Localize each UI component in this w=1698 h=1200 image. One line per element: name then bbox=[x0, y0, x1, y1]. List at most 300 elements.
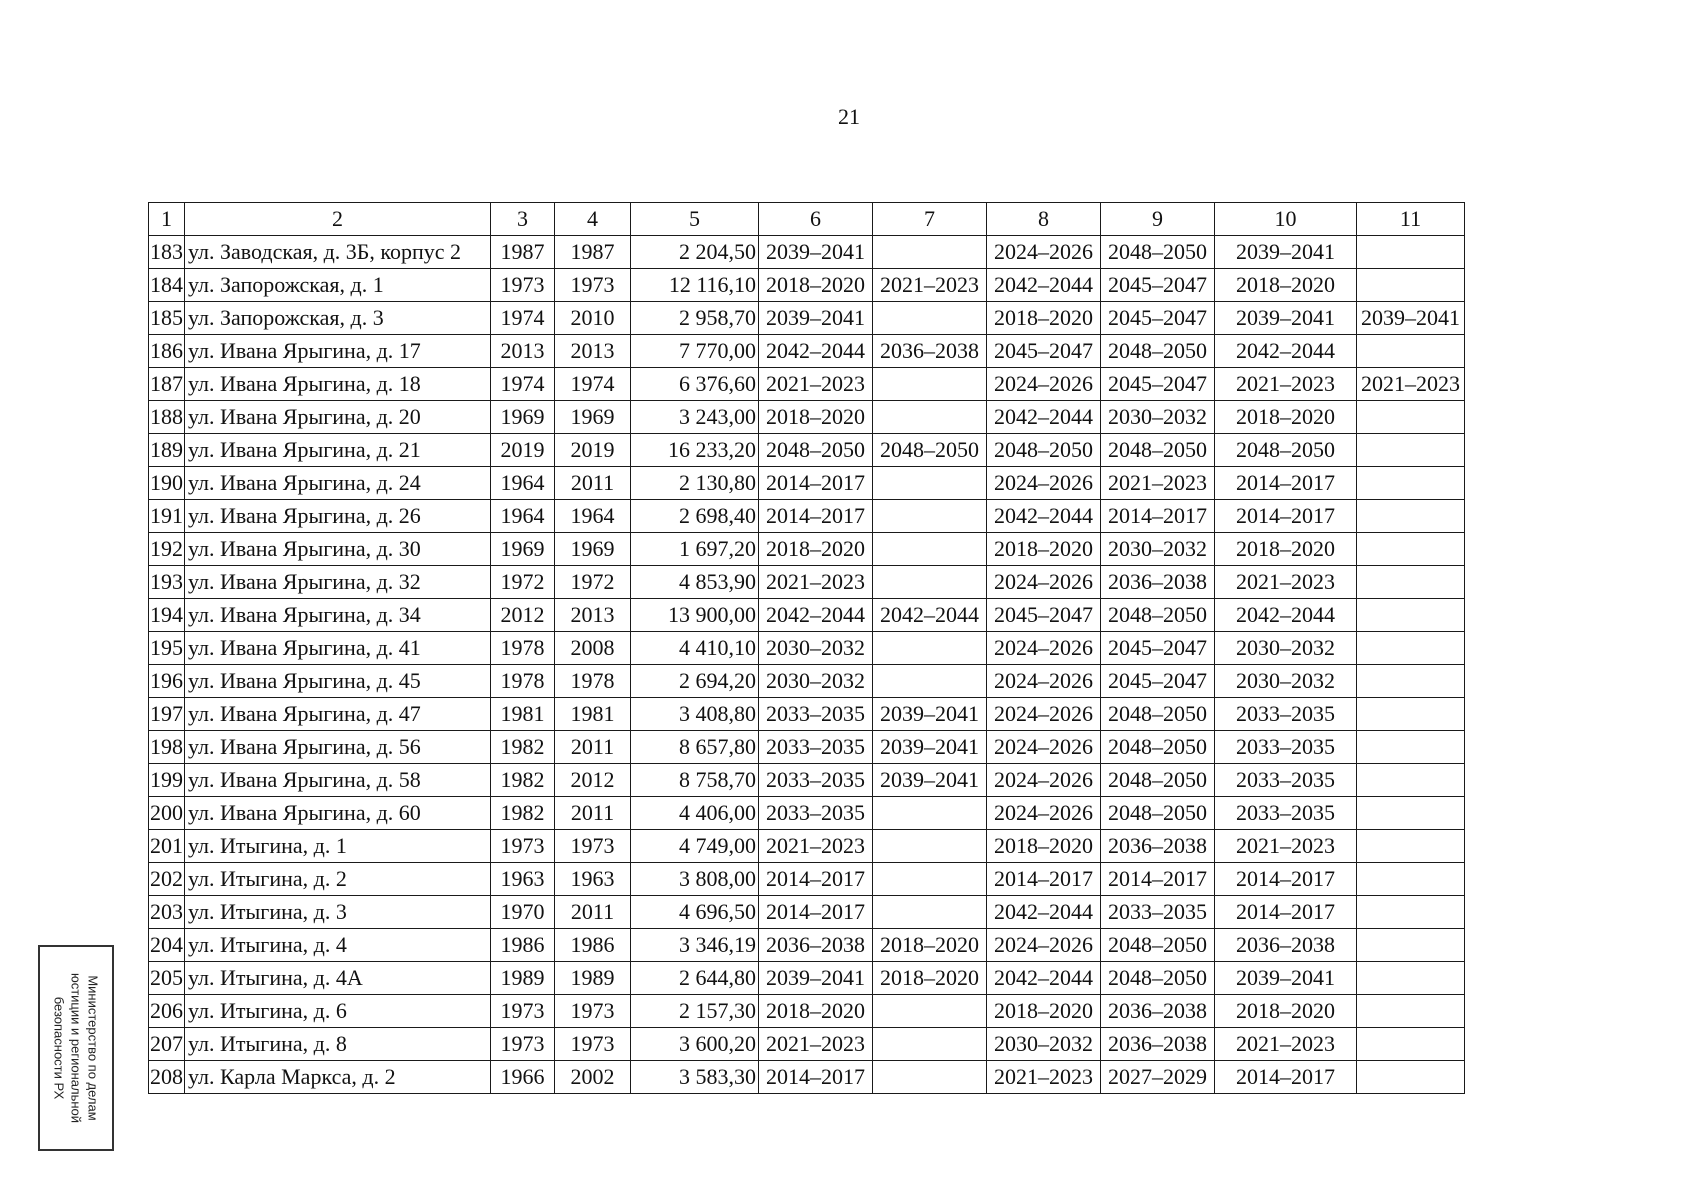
column-header-1: 1 bbox=[149, 203, 185, 236]
table-cell-col-5: 3 808,00 bbox=[631, 863, 759, 896]
table-cell-col-9: 2030–2032 bbox=[1101, 533, 1215, 566]
table-cell-col-11 bbox=[1357, 731, 1465, 764]
table-cell-col-1: 203 bbox=[149, 896, 185, 929]
table-cell-col-8: 2024–2026 bbox=[987, 731, 1101, 764]
table-cell-col-8: 2024–2026 bbox=[987, 929, 1101, 962]
table-cell-col-3: 1972 bbox=[491, 566, 555, 599]
table-cell-col-7: 2018–2020 bbox=[873, 929, 987, 962]
table-cell-col-9: 2048–2050 bbox=[1101, 731, 1215, 764]
table-cell-col-11 bbox=[1357, 599, 1465, 632]
table-cell-col-5: 8 758,70 bbox=[631, 764, 759, 797]
table-cell-col-10: 2033–2035 bbox=[1215, 764, 1357, 797]
table-cell-col-9: 2048–2050 bbox=[1101, 698, 1215, 731]
table-cell-col-7 bbox=[873, 368, 987, 401]
table-cell-col-3: 1974 bbox=[491, 302, 555, 335]
table-cell-col-4: 2013 bbox=[555, 599, 631, 632]
table-cell-col-8: 2024–2026 bbox=[987, 566, 1101, 599]
table-cell-col-4: 1964 bbox=[555, 500, 631, 533]
table-cell-col-2: ул. Запорожская, д. 3 bbox=[185, 302, 491, 335]
table-cell-col-6: 2014–2017 bbox=[759, 896, 873, 929]
table-cell-col-5: 4 410,10 bbox=[631, 632, 759, 665]
table-cell-col-4: 1987 bbox=[555, 236, 631, 269]
table-cell-col-8: 2024–2026 bbox=[987, 236, 1101, 269]
table-cell-col-2: ул. Ивана Ярыгина, д. 30 bbox=[185, 533, 491, 566]
table-cell-col-10: 2039–2041 bbox=[1215, 302, 1357, 335]
stamp-line-3: безопасности РХ bbox=[51, 996, 67, 1100]
table-cell-col-7 bbox=[873, 401, 987, 434]
data-table-container bbox=[148, 202, 1465, 1094]
table-cell-col-10: 2030–2032 bbox=[1215, 665, 1357, 698]
table-cell-col-11 bbox=[1357, 467, 1465, 500]
table-cell-col-2: ул. Итыгина, д. 8 bbox=[185, 1028, 491, 1061]
table-cell-col-1: 189 bbox=[149, 434, 185, 467]
table-cell-col-5: 6 376,60 bbox=[631, 368, 759, 401]
table-cell-col-2: ул. Итыгина, д. 6 bbox=[185, 995, 491, 1028]
table-cell-col-3: 1969 bbox=[491, 401, 555, 434]
table-cell-col-6: 2033–2035 bbox=[759, 731, 873, 764]
table-cell-col-8: 2018–2020 bbox=[987, 995, 1101, 1028]
table-cell-col-7 bbox=[873, 665, 987, 698]
table-cell-col-4: 2011 bbox=[555, 467, 631, 500]
table-cell-col-1: 197 bbox=[149, 698, 185, 731]
table-cell-col-8: 2021–2023 bbox=[987, 1061, 1101, 1094]
table-cell-col-1: 204 bbox=[149, 929, 185, 962]
table-cell-col-10: 2048–2050 bbox=[1215, 434, 1357, 467]
table-cell-col-6: 2021–2023 bbox=[759, 566, 873, 599]
table-cell-col-8: 2042–2044 bbox=[987, 401, 1101, 434]
table-cell-col-6: 2014–2017 bbox=[759, 467, 873, 500]
table-cell-col-5: 2 204,50 bbox=[631, 236, 759, 269]
table-cell-col-11 bbox=[1357, 269, 1465, 302]
table-cell-col-6: 2014–2017 bbox=[759, 500, 873, 533]
table-cell-col-8: 2024–2026 bbox=[987, 665, 1101, 698]
table-cell-col-1: 207 bbox=[149, 1028, 185, 1061]
table-cell-col-5: 2 698,40 bbox=[631, 500, 759, 533]
table-cell-col-8: 2042–2044 bbox=[987, 896, 1101, 929]
column-header-5: 5 bbox=[631, 203, 759, 236]
table-cell-col-6: 2039–2041 bbox=[759, 236, 873, 269]
table-cell-col-7 bbox=[873, 236, 987, 269]
table-cell-col-7 bbox=[873, 302, 987, 335]
table-cell-col-7 bbox=[873, 863, 987, 896]
table-row bbox=[149, 698, 1465, 731]
table-cell-col-5: 2 958,70 bbox=[631, 302, 759, 335]
table-cell-col-5: 3 346,19 bbox=[631, 929, 759, 962]
table-cell-col-6: 2042–2044 bbox=[759, 599, 873, 632]
table-row bbox=[149, 995, 1465, 1028]
column-header-7: 7 bbox=[873, 203, 987, 236]
table-cell-col-2: ул. Ивана Ярыгина, д. 21 bbox=[185, 434, 491, 467]
table-cell-col-9: 2048–2050 bbox=[1101, 764, 1215, 797]
table-cell-col-10: 2018–2020 bbox=[1215, 401, 1357, 434]
table-cell-col-2: ул. Карла Маркса, д. 2 bbox=[185, 1061, 491, 1094]
table-cell-col-9: 2048–2050 bbox=[1101, 335, 1215, 368]
table-cell-col-3: 1970 bbox=[491, 896, 555, 929]
table-cell-col-11 bbox=[1357, 335, 1465, 368]
table-row bbox=[149, 533, 1465, 566]
table-cell-col-6: 2014–2017 bbox=[759, 863, 873, 896]
table-cell-col-1: 194 bbox=[149, 599, 185, 632]
table-cell-col-10: 2039–2041 bbox=[1215, 236, 1357, 269]
table-cell-col-3: 1973 bbox=[491, 830, 555, 863]
table-cell-col-1: 184 bbox=[149, 269, 185, 302]
table-cell-col-11 bbox=[1357, 929, 1465, 962]
table-cell-col-10: 2014–2017 bbox=[1215, 896, 1357, 929]
table-cell-col-11 bbox=[1357, 632, 1465, 665]
table-cell-col-7: 2039–2041 bbox=[873, 731, 987, 764]
table-cell-col-4: 1969 bbox=[555, 401, 631, 434]
table-cell-col-3: 1978 bbox=[491, 632, 555, 665]
table-cell-col-11 bbox=[1357, 500, 1465, 533]
table-cell-col-4: 2002 bbox=[555, 1061, 631, 1094]
table-cell-col-2: ул. Ивана Ярыгина, д. 60 bbox=[185, 797, 491, 830]
table-row bbox=[149, 467, 1465, 500]
table-cell-col-2: ул. Итыгина, д. 1 bbox=[185, 830, 491, 863]
table-cell-col-10: 2018–2020 bbox=[1215, 995, 1357, 1028]
table-cell-col-11 bbox=[1357, 896, 1465, 929]
data-table bbox=[148, 202, 1465, 1094]
table-cell-col-7 bbox=[873, 632, 987, 665]
table-cell-col-11 bbox=[1357, 863, 1465, 896]
table-cell-col-5: 4 853,90 bbox=[631, 566, 759, 599]
table-cell-col-4: 1963 bbox=[555, 863, 631, 896]
table-body bbox=[149, 236, 1465, 1094]
table-cell-col-9: 2036–2038 bbox=[1101, 566, 1215, 599]
table-cell-col-8: 2048–2050 bbox=[987, 434, 1101, 467]
table-cell-col-5: 2 130,80 bbox=[631, 467, 759, 500]
table-cell-col-7 bbox=[873, 995, 987, 1028]
table-cell-col-4: 1986 bbox=[555, 929, 631, 962]
table-row bbox=[149, 863, 1465, 896]
table-cell-col-6: 2030–2032 bbox=[759, 632, 873, 665]
table-cell-col-3: 1973 bbox=[491, 995, 555, 1028]
table-row bbox=[149, 1061, 1465, 1094]
table-cell-col-2: ул. Ивана Ярыгина, д. 47 bbox=[185, 698, 491, 731]
table-cell-col-9: 2048–2050 bbox=[1101, 962, 1215, 995]
table-cell-col-1: 205 bbox=[149, 962, 185, 995]
table-cell-col-7: 2042–2044 bbox=[873, 599, 987, 632]
table-cell-col-1: 190 bbox=[149, 467, 185, 500]
table-cell-col-3: 2019 bbox=[491, 434, 555, 467]
table-cell-col-8: 2045–2047 bbox=[987, 599, 1101, 632]
table-cell-col-3: 1969 bbox=[491, 533, 555, 566]
table-row bbox=[149, 566, 1465, 599]
table-cell-col-10: 2021–2023 bbox=[1215, 368, 1357, 401]
table-cell-col-11 bbox=[1357, 566, 1465, 599]
table-cell-col-1: 195 bbox=[149, 632, 185, 665]
table-cell-col-1: 199 bbox=[149, 764, 185, 797]
table-cell-col-3: 1986 bbox=[491, 929, 555, 962]
table-cell-col-6: 2036–2038 bbox=[759, 929, 873, 962]
table-cell-col-4: 1989 bbox=[555, 962, 631, 995]
table-cell-col-6: 2030–2032 bbox=[759, 665, 873, 698]
table-cell-col-9: 2045–2047 bbox=[1101, 302, 1215, 335]
table-cell-col-3: 1982 bbox=[491, 764, 555, 797]
table-cell-col-6: 2021–2023 bbox=[759, 1028, 873, 1061]
table-cell-col-8: 2045–2047 bbox=[987, 335, 1101, 368]
table-cell-col-3: 1973 bbox=[491, 269, 555, 302]
table-cell-col-11 bbox=[1357, 698, 1465, 731]
table-cell-col-11 bbox=[1357, 434, 1465, 467]
table-row bbox=[149, 665, 1465, 698]
table-cell-col-11: 2039–2041 bbox=[1357, 302, 1465, 335]
table-cell-col-9: 2036–2038 bbox=[1101, 995, 1215, 1028]
table-cell-col-10: 2014–2017 bbox=[1215, 500, 1357, 533]
table-cell-col-11 bbox=[1357, 962, 1465, 995]
table-cell-col-6: 2039–2041 bbox=[759, 302, 873, 335]
table-cell-col-9: 2045–2047 bbox=[1101, 632, 1215, 665]
table-row bbox=[149, 632, 1465, 665]
table-cell-col-9: 2048–2050 bbox=[1101, 599, 1215, 632]
table-cell-col-5: 12 116,10 bbox=[631, 269, 759, 302]
table-cell-col-3: 1966 bbox=[491, 1061, 555, 1094]
table-cell-col-5: 2 644,80 bbox=[631, 962, 759, 995]
table-cell-col-5: 8 657,80 bbox=[631, 731, 759, 764]
table-cell-col-5: 3 243,00 bbox=[631, 401, 759, 434]
page-number: 21 bbox=[838, 104, 860, 129]
table-cell-col-4: 1973 bbox=[555, 830, 631, 863]
table-cell-col-3: 1964 bbox=[491, 467, 555, 500]
table-cell-col-3: 1981 bbox=[491, 698, 555, 731]
table-cell-col-3: 1963 bbox=[491, 863, 555, 896]
table-cell-col-1: 198 bbox=[149, 731, 185, 764]
table-cell-col-6: 2014–2017 bbox=[759, 1061, 873, 1094]
table-cell-col-10: 2018–2020 bbox=[1215, 533, 1357, 566]
table-cell-col-9: 2030–2032 bbox=[1101, 401, 1215, 434]
table-cell-col-8: 2024–2026 bbox=[987, 797, 1101, 830]
table-cell-col-8: 2024–2026 bbox=[987, 632, 1101, 665]
table-cell-col-10: 2042–2044 bbox=[1215, 335, 1357, 368]
table-row bbox=[149, 764, 1465, 797]
table-cell-col-7 bbox=[873, 896, 987, 929]
table-cell-col-10: 2033–2035 bbox=[1215, 698, 1357, 731]
table-row bbox=[149, 1028, 1465, 1061]
column-header-3: 3 bbox=[491, 203, 555, 236]
table-row bbox=[149, 830, 1465, 863]
table-header-row bbox=[149, 203, 1465, 236]
stamp-line-1: Министерство по делам bbox=[85, 975, 101, 1121]
table-cell-col-4: 2011 bbox=[555, 896, 631, 929]
table-cell-col-6: 2033–2035 bbox=[759, 698, 873, 731]
table-cell-col-9: 2036–2038 bbox=[1101, 1028, 1215, 1061]
table-cell-col-10: 2033–2035 bbox=[1215, 797, 1357, 830]
table-cell-col-2: ул. Ивана Ярыгина, д. 24 bbox=[185, 467, 491, 500]
table-cell-col-3: 1974 bbox=[491, 368, 555, 401]
table-cell-col-1: 191 bbox=[149, 500, 185, 533]
table-cell-col-4: 2008 bbox=[555, 632, 631, 665]
column-header-6: 6 bbox=[759, 203, 873, 236]
table-row bbox=[149, 236, 1465, 269]
table-row bbox=[149, 368, 1465, 401]
table-cell-col-2: ул. Итыгина, д. 2 bbox=[185, 863, 491, 896]
table-cell-col-9: 2021–2023 bbox=[1101, 467, 1215, 500]
table-cell-col-5: 4 406,00 bbox=[631, 797, 759, 830]
table-cell-col-6: 2018–2020 bbox=[759, 269, 873, 302]
table-cell-col-1: 208 bbox=[149, 1061, 185, 1094]
table-cell-col-7 bbox=[873, 1028, 987, 1061]
table-cell-col-2: ул. Запорожская, д. 1 bbox=[185, 269, 491, 302]
table-row bbox=[149, 500, 1465, 533]
table-cell-col-9: 2045–2047 bbox=[1101, 368, 1215, 401]
column-header-4: 4 bbox=[555, 203, 631, 236]
table-cell-col-8: 2018–2020 bbox=[987, 830, 1101, 863]
table-cell-col-6: 2021–2023 bbox=[759, 368, 873, 401]
table-cell-col-3: 1989 bbox=[491, 962, 555, 995]
table-row bbox=[149, 797, 1465, 830]
table-cell-col-4: 2012 bbox=[555, 764, 631, 797]
table-cell-col-7: 2018–2020 bbox=[873, 962, 987, 995]
table-cell-col-9: 2014–2017 bbox=[1101, 500, 1215, 533]
table-cell-col-5: 16 233,20 bbox=[631, 434, 759, 467]
stamp-line-2: юстиции и региональной bbox=[68, 972, 84, 1124]
table-cell-col-9: 2048–2050 bbox=[1101, 929, 1215, 962]
table-cell-col-10: 2021–2023 bbox=[1215, 1028, 1357, 1061]
table-cell-col-11 bbox=[1357, 1061, 1465, 1094]
table-cell-col-4: 2013 bbox=[555, 335, 631, 368]
table-cell-col-6: 2018–2020 bbox=[759, 995, 873, 1028]
table-cell-col-9: 2014–2017 bbox=[1101, 863, 1215, 896]
table-cell-col-5: 13 900,00 bbox=[631, 599, 759, 632]
table-cell-col-1: 201 bbox=[149, 830, 185, 863]
table-cell-col-11 bbox=[1357, 830, 1465, 863]
table-cell-col-3: 1987 bbox=[491, 236, 555, 269]
table-cell-col-2: ул. Ивана Ярыгина, д. 18 bbox=[185, 368, 491, 401]
table-cell-col-10: 2021–2023 bbox=[1215, 830, 1357, 863]
column-header-2: 2 bbox=[185, 203, 491, 236]
table-cell-col-6: 2033–2035 bbox=[759, 764, 873, 797]
table-cell-col-4: 2019 bbox=[555, 434, 631, 467]
table-cell-col-5: 3 408,80 bbox=[631, 698, 759, 731]
table-cell-col-10: 2030–2032 bbox=[1215, 632, 1357, 665]
table-row bbox=[149, 434, 1465, 467]
table-cell-col-1: 185 bbox=[149, 302, 185, 335]
table-cell-col-11 bbox=[1357, 797, 1465, 830]
stamp-text bbox=[51, 950, 102, 1146]
table-cell-col-11 bbox=[1357, 533, 1465, 566]
table-cell-col-10: 2033–2035 bbox=[1215, 731, 1357, 764]
table-cell-col-3: 2013 bbox=[491, 335, 555, 368]
column-header-11: 11 bbox=[1357, 203, 1465, 236]
table-cell-col-1: 200 bbox=[149, 797, 185, 830]
table-cell-col-6: 2039–2041 bbox=[759, 962, 873, 995]
table-cell-col-4: 2011 bbox=[555, 797, 631, 830]
table-cell-col-10: 2021–2023 bbox=[1215, 566, 1357, 599]
table-cell-col-3: 1982 bbox=[491, 731, 555, 764]
table-cell-col-6: 2033–2035 bbox=[759, 797, 873, 830]
table-cell-col-4: 1973 bbox=[555, 269, 631, 302]
table-cell-col-8: 2018–2020 bbox=[987, 533, 1101, 566]
table-cell-col-7 bbox=[873, 797, 987, 830]
table-cell-col-5: 3 600,20 bbox=[631, 1028, 759, 1061]
table-row bbox=[149, 401, 1465, 434]
table-cell-col-1: 188 bbox=[149, 401, 185, 434]
table-cell-col-3: 1964 bbox=[491, 500, 555, 533]
table-cell-col-8: 2024–2026 bbox=[987, 698, 1101, 731]
table-cell-col-11 bbox=[1357, 995, 1465, 1028]
table-cell-col-1: 186 bbox=[149, 335, 185, 368]
table-cell-col-8: 2024–2026 bbox=[987, 764, 1101, 797]
table-cell-col-3: 2012 bbox=[491, 599, 555, 632]
table-cell-col-7: 2021–2023 bbox=[873, 269, 987, 302]
table-cell-col-4: 1974 bbox=[555, 368, 631, 401]
table-cell-col-2: ул. Ивана Ярыгина, д. 56 bbox=[185, 731, 491, 764]
table-cell-col-4: 2010 bbox=[555, 302, 631, 335]
table-cell-col-2: ул. Ивана Ярыгина, д. 20 bbox=[185, 401, 491, 434]
table-cell-col-10: 2014–2017 bbox=[1215, 467, 1357, 500]
table-cell-col-1: 206 bbox=[149, 995, 185, 1028]
table-cell-col-7 bbox=[873, 566, 987, 599]
table-cell-col-8: 2042–2044 bbox=[987, 269, 1101, 302]
table-cell-col-2: ул. Ивана Ярыгина, д. 41 bbox=[185, 632, 491, 665]
table-cell-col-3: 1978 bbox=[491, 665, 555, 698]
table-cell-col-1: 193 bbox=[149, 566, 185, 599]
table-cell-col-2: ул. Ивана Ярыгина, д. 26 bbox=[185, 500, 491, 533]
table-cell-col-2: ул. Итыгина, д. 4А bbox=[185, 962, 491, 995]
table-row bbox=[149, 269, 1465, 302]
table-cell-col-10: 2036–2038 bbox=[1215, 929, 1357, 962]
table-cell-col-6: 2021–2023 bbox=[759, 830, 873, 863]
table-cell-col-5: 2 694,20 bbox=[631, 665, 759, 698]
table-cell-col-4: 1978 bbox=[555, 665, 631, 698]
table-cell-col-5: 7 770,00 bbox=[631, 335, 759, 368]
table-cell-col-5: 1 697,20 bbox=[631, 533, 759, 566]
table-cell-col-10: 2018–2020 bbox=[1215, 269, 1357, 302]
table-cell-col-9: 2033–2035 bbox=[1101, 896, 1215, 929]
table-cell-col-8: 2024–2026 bbox=[987, 467, 1101, 500]
table-cell-col-2: ул. Ивана Ярыгина, д. 34 bbox=[185, 599, 491, 632]
table-row bbox=[149, 896, 1465, 929]
table-cell-col-2: ул. Ивана Ярыгина, д. 32 bbox=[185, 566, 491, 599]
table-cell-col-5: 4 749,00 bbox=[631, 830, 759, 863]
table-cell-col-2: ул. Ивана Ярыгина, д. 17 bbox=[185, 335, 491, 368]
table-cell-col-5: 2 157,30 bbox=[631, 995, 759, 1028]
table-cell-col-1: 183 bbox=[149, 236, 185, 269]
table-cell-col-11 bbox=[1357, 236, 1465, 269]
table-cell-col-1: 192 bbox=[149, 533, 185, 566]
table-cell-col-9: 2045–2047 bbox=[1101, 665, 1215, 698]
table-cell-col-11: 2021–2023 bbox=[1357, 368, 1465, 401]
table-cell-col-7 bbox=[873, 500, 987, 533]
table-row bbox=[149, 302, 1465, 335]
column-header-8: 8 bbox=[987, 203, 1101, 236]
table-cell-col-11 bbox=[1357, 401, 1465, 434]
ministry-stamp bbox=[38, 945, 114, 1151]
table-cell-col-9: 2048–2050 bbox=[1101, 797, 1215, 830]
table-cell-col-4: 1973 bbox=[555, 995, 631, 1028]
table-cell-col-4: 1969 bbox=[555, 533, 631, 566]
table-cell-col-2: ул. Ивана Ярыгина, д. 45 bbox=[185, 665, 491, 698]
table-cell-col-7 bbox=[873, 1061, 987, 1094]
table-cell-col-5: 3 583,30 bbox=[631, 1061, 759, 1094]
column-header-9: 9 bbox=[1101, 203, 1215, 236]
table-cell-col-2: ул. Итыгина, д. 3 bbox=[185, 896, 491, 929]
column-header-10: 10 bbox=[1215, 203, 1357, 236]
table-cell-col-3: 1973 bbox=[491, 1028, 555, 1061]
table-cell-col-3: 1982 bbox=[491, 797, 555, 830]
table-cell-col-2: ул. Заводская, д. 3Б, корпус 2 bbox=[185, 236, 491, 269]
table-row bbox=[149, 929, 1465, 962]
table-row bbox=[149, 335, 1465, 368]
table-cell-col-11 bbox=[1357, 665, 1465, 698]
table-cell-col-11 bbox=[1357, 1028, 1465, 1061]
table-cell-col-6: 2018–2020 bbox=[759, 533, 873, 566]
table-cell-col-4: 1973 bbox=[555, 1028, 631, 1061]
table-cell-col-10: 2039–2041 bbox=[1215, 962, 1357, 995]
table-cell-col-4: 2011 bbox=[555, 731, 631, 764]
table-cell-col-2: ул. Ивана Ярыгина, д. 58 bbox=[185, 764, 491, 797]
table-cell-col-8: 2018–2020 bbox=[987, 302, 1101, 335]
table-row bbox=[149, 962, 1465, 995]
